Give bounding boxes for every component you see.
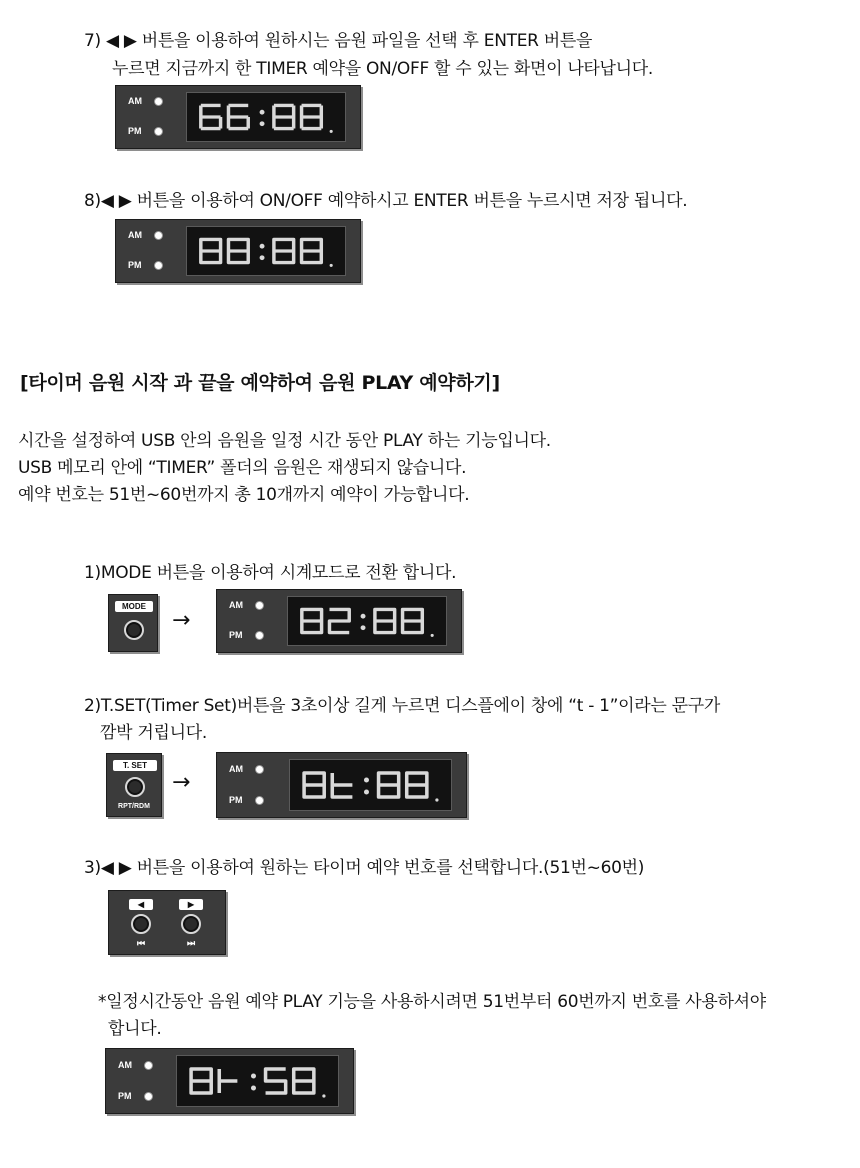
intro-line-1: 시간을 설정하여 USB 안의 음원을 일정 시간 동안 PLAY 하는 기능입니다. [18,431,551,451]
note-line1: *일정시간동안 음원 예약 PLAY 기능을 사용하시려면 51번부터 60번까지 번호를 사용하셔야 [98,992,766,1012]
pm-label: PM [128,260,142,270]
am-label: AM [128,96,142,106]
segment-screen [186,226,346,276]
next-button[interactable] [181,914,201,934]
tset-button-box[interactable] [106,753,162,817]
prev-button[interactable] [131,914,151,934]
arrow-right-icon: → [172,608,191,633]
clock-display-note [105,1048,354,1114]
pm-label: PM [128,126,142,136]
step2-line1: 2)T.SET(Timer Set)버튼을 3초이상 길게 누르면 디스플에이 창에 “t - 1”이라는 문구가 [84,696,721,716]
am-indicator-icon [255,601,264,610]
mode-label: MODE [115,601,153,612]
prev-next-button-box [108,890,226,955]
pm-label: PM [118,1091,132,1101]
pm-indicator-icon [154,261,163,270]
clock-display-step2 [216,752,467,818]
skip-back-icon: ⏮ [136,938,146,948]
pm-indicator-icon [255,631,264,640]
am-label: AM [118,1060,132,1070]
step7-line1: 7) ◀ ▶ 버튼을 이용하여 원하시는 음원 파일을 선택 후 ENTER 버튼을 [84,31,593,51]
am-label: AM [229,600,243,610]
segment-screen [289,759,452,811]
pm-label: PM [229,630,243,640]
am-label: AM [128,230,142,240]
segment-digits-icon [187,227,345,275]
section-title: [타이머 음원 시작 과 끝을 예약하여 음원 PLAY 예약하기] [20,372,500,394]
am-indicator-icon [255,765,264,774]
tset-label: T. SET [113,760,157,771]
clock-display-step1 [216,589,462,653]
pm-indicator-icon [154,127,163,136]
intro-line-3: 예약 번호는 51번~60번까지 총 10개까지 예약이 가능합니다. [18,485,470,505]
am-indicator-icon [154,97,163,106]
pm-indicator-icon [255,796,264,805]
right-arrow-label: ▶ [179,899,203,910]
note-line2: 합니다. [108,1019,162,1039]
segment-digits-icon [177,1056,338,1106]
segment-screen [186,92,346,142]
pm-label: PM [229,795,243,805]
segment-screen [287,596,447,646]
am-label: AM [229,764,243,774]
left-arrow-label: ◀ [129,899,153,910]
rpt-rdm-label: RPT/RDM [118,803,150,810]
clock-display-step7 [115,85,361,149]
segment-digits-icon [288,597,446,645]
segment-digits-icon [290,760,451,810]
pm-indicator-icon [144,1092,153,1101]
tset-button[interactable] [125,777,145,797]
mode-button[interactable] [124,620,144,640]
intro-line-2: USB 메모리 안에 “TIMER” 폴더의 음원은 재생되지 않습니다. [18,458,467,478]
am-indicator-icon [154,231,163,240]
segment-digits-icon [187,93,345,141]
am-indicator-icon [144,1061,153,1070]
step8-line1: 8)◀ ▶ 버튼을 이용하여 ON/OFF 예약하시고 ENTER 버튼을 누르시면 저장 됩니다. [84,191,688,211]
step7-line2: 누르면 지금까지 한 TIMER 예약을 ON/OFF 할 수 있는 화면이 나타납니다. [112,59,654,79]
mode-button-box[interactable] [108,594,158,652]
step1-line1: 1)MODE 버튼을 이용하여 시계모드로 전환 합니다. [84,563,457,583]
step2-line2: 깜박 거립니다. [100,723,207,743]
segment-screen [176,1055,339,1107]
step3-line1: 3)◀ ▶ 버튼을 이용하여 원하는 타이머 예약 번호를 선택합니다.(51번~60번) [84,858,645,878]
arrow-right-icon: → [172,770,191,795]
skip-forward-icon: ⏭ [186,938,196,948]
clock-display-step8 [115,219,361,283]
